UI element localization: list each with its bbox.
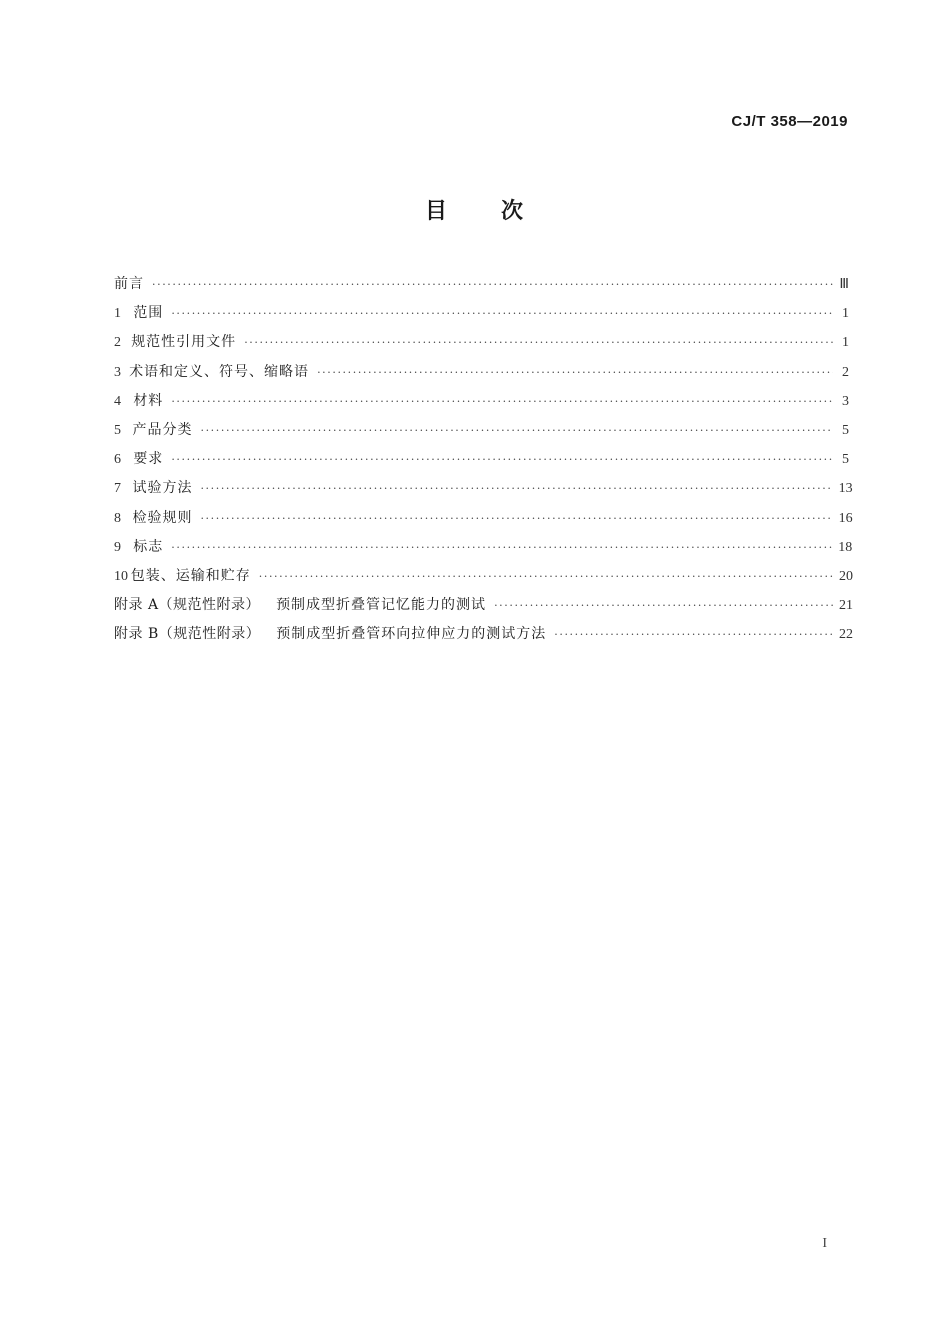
toc-entry-label: 前言 (114, 276, 144, 292)
toc-entry-number: 7 (114, 481, 121, 497)
toc-entry-page: Ⅲ (839, 277, 849, 292)
toc-entry-number: 5 (114, 422, 121, 438)
toc-dot-leader (171, 445, 833, 474)
toc-entry-9[interactable] (114, 533, 853, 562)
toc-entry-number: 2 (114, 335, 121, 351)
toc-entry-label: 包装、运输和贮存 (130, 567, 251, 584)
toc-entry-label: 材料 (133, 392, 164, 409)
toc-entry-page: 3 (842, 393, 849, 409)
toc-entry-page: 5 (842, 422, 849, 438)
page-title-char-2: 次 (501, 199, 526, 224)
toc-entry-8[interactable] (114, 504, 853, 533)
toc-entry-page: 18 (838, 539, 853, 555)
annex-label: 附录 A（规范性附录） (114, 597, 261, 614)
page-title (0, 194, 950, 225)
toc-entry-annex-a[interactable] (114, 591, 853, 620)
toc-entry-label: 术语和定义、符号、缩略语 (129, 363, 310, 380)
toc-entry-number: 9 (114, 539, 121, 555)
page-number: I (822, 1236, 827, 1251)
toc-dot-leader (171, 299, 833, 328)
toc-entry-3[interactable] (114, 358, 849, 387)
toc-entry-label: 范围 (133, 305, 164, 322)
toc-entry-1[interactable] (114, 299, 849, 328)
toc-dot-leader (200, 474, 832, 503)
toc-dot-leader (152, 270, 833, 299)
annex-title: 预制成型折叠管环向拉伸应力的测试方法 (276, 626, 547, 643)
toc-entry-2[interactable] (114, 328, 849, 357)
toc-entry-number: 4 (114, 393, 121, 409)
toc-entry-page: 13 (838, 481, 853, 497)
annex-label: 附录 B（规范性附录） (114, 626, 261, 643)
annex-title: 预制成型折叠管记忆能力的测试 (276, 597, 487, 614)
toc-entry-10[interactable] (114, 562, 853, 591)
toc-entry-foreword[interactable] (114, 270, 849, 299)
toc-entry-5[interactable] (114, 416, 849, 445)
toc-entry-page: 16 (838, 510, 853, 526)
toc-dot-leader (200, 416, 833, 445)
toc-entry-page: 2 (842, 364, 849, 380)
toc-dot-leader (171, 387, 833, 416)
toc-entry-number: 10 (114, 568, 128, 584)
toc-entry-page: 1 (842, 335, 849, 351)
toc-dot-leader (554, 620, 833, 649)
toc-dot-leader (317, 358, 833, 387)
toc-entry-6[interactable] (114, 445, 849, 474)
toc-entry-page: 20 (839, 568, 853, 584)
toc-entry-label: 产品分类 (132, 421, 193, 438)
toc-entry-number: 6 (114, 452, 121, 468)
toc-entry-number: 3 (114, 364, 121, 380)
toc-entry-page: 1 (842, 306, 849, 322)
toc-entry-label: 试验方法 (132, 480, 193, 497)
toc-entry-page: 21 (839, 598, 853, 614)
toc-entry-number: 8 (114, 510, 121, 526)
toc-dot-leader (200, 504, 832, 533)
toc-entry-4[interactable] (114, 387, 849, 416)
toc-dot-leader (171, 533, 832, 562)
toc-entry-label: 标志 (133, 538, 164, 555)
page-title-char-1: 目 (424, 199, 449, 224)
toc-entry-page: 22 (839, 627, 853, 643)
toc-entry-label: 规范性引用文件 (131, 334, 237, 351)
toc-entry-7[interactable] (114, 474, 853, 503)
toc-dot-leader (259, 562, 833, 591)
toc-entry-label: 检验规则 (132, 509, 193, 526)
toc-entry-annex-b[interactable] (114, 620, 853, 649)
toc-dot-leader (244, 328, 833, 357)
toc-entry-label: 要求 (133, 451, 164, 468)
toc-dot-leader (494, 591, 833, 620)
toc-entry-page: 5 (842, 452, 849, 468)
standard-code: CJ/T 358—2019 (731, 113, 848, 130)
toc-entry-number: 1 (114, 306, 121, 322)
table-of-contents (114, 270, 853, 649)
